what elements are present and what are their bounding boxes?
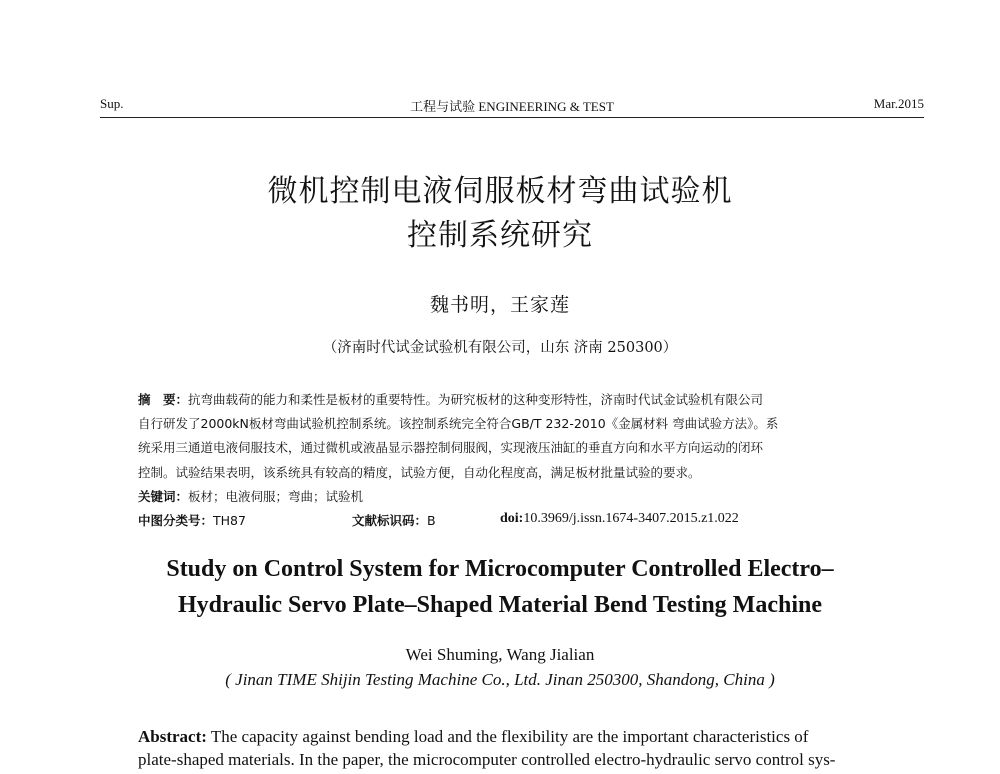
doi-field	[500, 511, 739, 527]
clc-label: 中图分类号：	[138, 513, 214, 528]
en-abstract-line2: plate-shaped materials. In the paper, the microcomputer controlled electro-hydraulic servo control sys-	[138, 750, 836, 769]
en-title-line2: Hydraulic Servo Plate–Shaped Material Bend Testing Machine	[177, 592, 822, 618]
cn-classification-row	[138, 511, 890, 529]
en-title-line1: Study on Control System for Microcomputer Controlled Electro–	[166, 556, 834, 582]
cn-keywords	[138, 487, 890, 505]
header-date: Mar.2015	[873, 96, 924, 111]
header-rule	[100, 117, 924, 118]
cn-abstract-line4: 控制。试验结果表明，该系统具有较高的精度，试验方便，自动化程度高，满足板材批量试验的要求。	[138, 465, 701, 480]
en-abstract-label: Abstract:	[138, 727, 207, 746]
running-header	[100, 96, 924, 116]
keywords-label: 关键词：	[138, 489, 189, 504]
cn-title-line1: 微机控制电液伺服板材弯曲试验机	[267, 174, 733, 209]
en-abstract-text1: The capacity against bending load and the flexibility are the important characteristics of	[206, 727, 809, 746]
doccode-value: B	[427, 513, 436, 528]
clc-field	[138, 511, 246, 529]
keywords-text: 板材；电液伺服；弯曲；试验机	[188, 489, 364, 504]
en-abstract-line1	[138, 727, 890, 747]
clc-value: TH87	[213, 513, 246, 528]
header-supplement: Sup.	[100, 96, 124, 111]
cn-abstract-line1	[138, 390, 890, 408]
doi-value: 10.3969/j.issn.1674-3407.2015.z1.022	[523, 511, 739, 526]
header-journal: 工程与试验 ENGINEERING & TEST	[410, 99, 614, 114]
doccode-label: 文献标识码：	[352, 513, 428, 528]
en-authors: Wei Shuming, Wang Jialian	[405, 645, 595, 664]
en-affiliation: ( Jinan TIME Shijin Testing Machine Co., Ltd. Jinan 250300, Shandong, China )	[225, 670, 775, 689]
cn-authors: 魏书明，王家莲	[429, 294, 570, 316]
cn-abstract-line3: 统采用三通道电液伺服技术，通过微机或液晶显示器控制伺服阀，实现液压油缸的垂直方向和水平方向运动的闭环	[138, 440, 764, 455]
cn-abstract-label: 摘 要：	[138, 392, 189, 407]
cn-title-line2: 控制系统研究	[407, 218, 593, 253]
cn-affiliation: （济南时代试金试验机有限公司，山东 济南 250300）	[322, 340, 678, 356]
cn-abstract-text: 抗弯曲载荷的能力和柔性是板材的重要特性。为研究板材的这种变形特性，济南时代试金试验机有限公司	[188, 392, 764, 407]
doi-label: doi:	[500, 511, 524, 526]
cn-abstract-line2: 自行研发了2000kN板材弯曲试验机控制系统。该控制系统完全符合GB/T 232-2010《金属材料 弯曲试验方法》。系	[138, 416, 779, 431]
doccode-field	[352, 511, 436, 529]
